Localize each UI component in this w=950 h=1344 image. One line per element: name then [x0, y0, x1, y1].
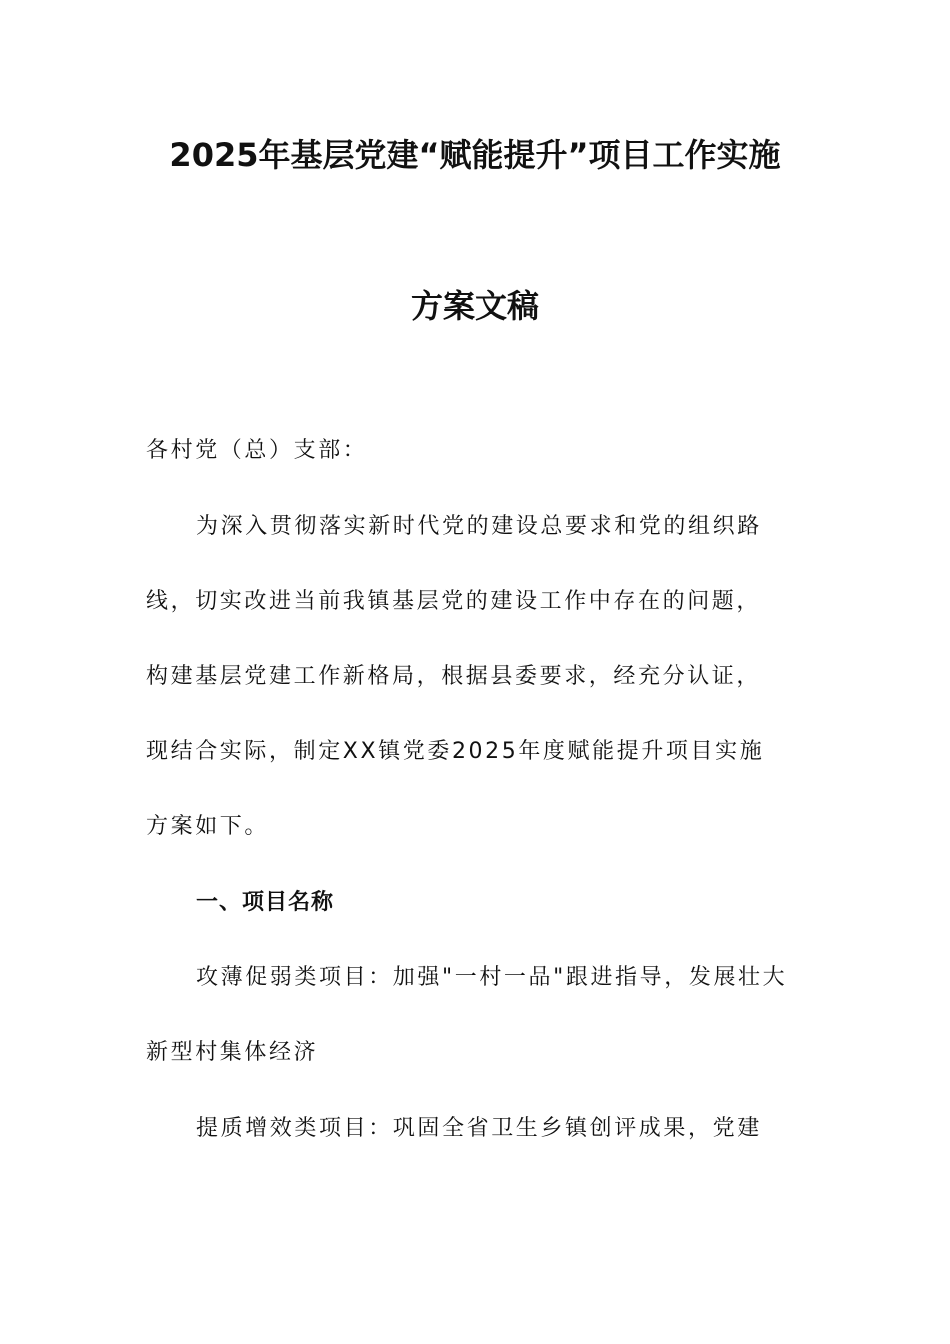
intro-line-4: 现结合实际，制定XX镇党委2025年度赋能提升项目实施	[146, 739, 765, 764]
intro-line-3: 构建基层党建工作新格局，根据县委要求，经充分认证，	[146, 664, 762, 689]
item-1-line-2: 新型村集体经济	[146, 1040, 319, 1065]
document-title-line-1: 2025年基层党建“赋能提升”项目工作实施	[169, 136, 781, 174]
item-2-line-1: 提质增效类项目：巩固全省卫生乡镇创评成果，党建	[196, 1116, 762, 1141]
salutation: 各村党（总）支部：	[146, 438, 368, 463]
intro-line-2: 线，切实改进当前我镇基层党的建设工作中存在的问题，	[146, 589, 762, 614]
intro-line-1: 为深入贯彻落实新时代党的建设总要求和党的组织路	[196, 514, 762, 539]
item-1-line-1: 攻薄促弱类项目：加强"一村一品"跟进指导，发展壮大	[196, 965, 788, 990]
document-title-line-2: 方案文稿	[410, 287, 539, 325]
intro-line-5: 方案如下。	[146, 814, 270, 839]
section-heading-1: 一、项目名称	[196, 890, 335, 915]
